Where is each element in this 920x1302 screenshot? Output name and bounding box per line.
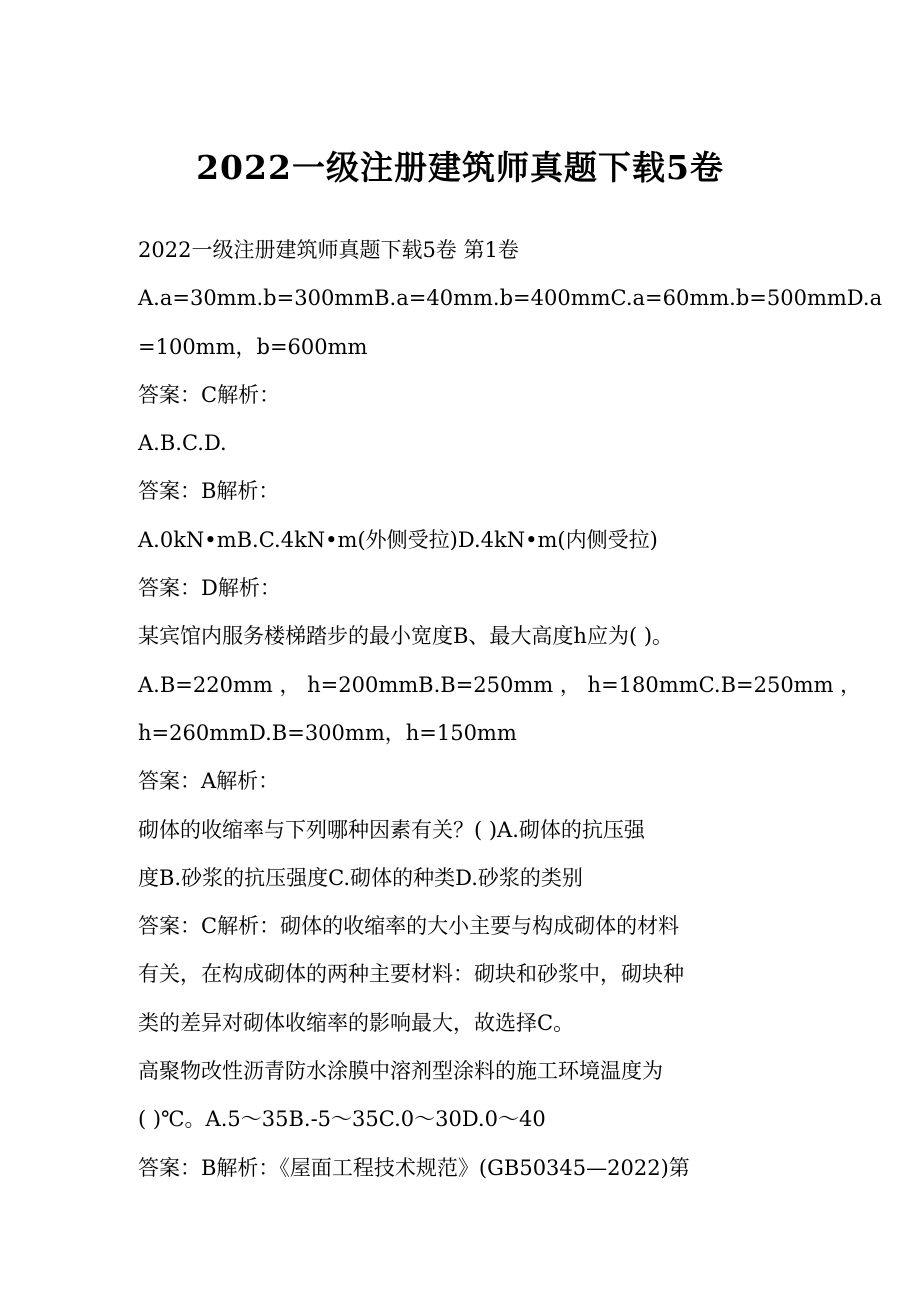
text-line: 答案：B解析： xyxy=(138,479,280,504)
text-line: 2022一级注册建筑师真题下载5卷 第1卷 xyxy=(138,238,519,262)
text-line: 某宾馆内服务楼梯踏步的最小宽度B、最大高度h应为( )。 xyxy=(138,624,674,649)
text-line: 高聚物改性沥青防水涂膜中溶剂型涂料的施工环境温度为 xyxy=(138,1059,663,1084)
text-line: 度B.砂浆的抗压强度C.砌体的种类D.砂浆的类别 xyxy=(138,865,583,890)
text-line: 答案：C解析：砌体的收缩率的大小主要与构成砌体的材料 xyxy=(138,914,680,939)
text-line: 类的差异对砌体收缩率的影响最大，故选择C。 xyxy=(138,1010,575,1035)
document-body xyxy=(138,226,883,1192)
text-line: 砌体的收缩率与下列哪种因素有关？( )A.砌体的抗压强 xyxy=(138,817,645,842)
text-line: 答案：A解析： xyxy=(138,769,280,794)
text-line: 答案：D解析： xyxy=(138,576,281,601)
text-line: 答案：B解析：《屋面工程技术规范》(GB50345—2022)第 xyxy=(138,1155,690,1180)
text-line: 有关，在构成砌体的两种主要材料：砌块和砂浆中，砌块种 xyxy=(138,962,684,987)
text-line: ( )℃。A.5～35B.-5～35C.0～30D.0～40 xyxy=(138,1107,546,1132)
text-line: A.B=220mm ， h=200mmB.B=250mm ， h=180mmC.B=250mm ， xyxy=(138,672,862,697)
text-line: A.0kN•mB.C.4kN•m(外侧受拉)D.4kN•m(内侧受拉) xyxy=(138,527,658,552)
text-line: =100mm，b=600mm xyxy=(138,334,368,359)
text-line: h=260mmD.B=300mm，h=150mm xyxy=(138,720,517,745)
text-line: A.B.C.D. xyxy=(138,431,227,456)
text-line: A.a=30mm.b=300mmB.a=40mm.b=400mmC.a=60mm.b=500mmD.a xyxy=(138,286,883,311)
text-line: 答案：C解析： xyxy=(138,382,281,407)
document-title: 2022一级注册建筑师真题下载5卷 xyxy=(196,148,724,187)
